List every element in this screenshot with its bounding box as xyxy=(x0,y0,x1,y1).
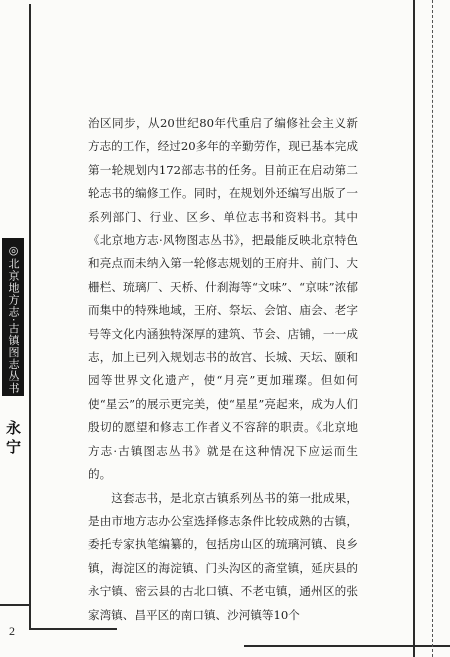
frame-line-left xyxy=(29,4,31,628)
page-number: 2 xyxy=(9,624,15,638)
frame-line-bottom-right xyxy=(244,645,450,647)
paragraph-1: 治区同步，从20世纪80年代重启了编修社会主义新方志的工作，经过20多年的辛勤劳作，现已基本完成第一轮规划内172部志书的任务。目前正在启动第二轮志书的编修工作。同时，在规划外还编写出版了一系列部门、行业、区乡、单位志书和资料书。其中《北京地方志·风物图志丛书》，把最能反映北京特色和亮点而未纳入第一轮修志规划的王府井、前门、大栅栏、琉璃厂、天桥、什刹海等“文味”、“京味”浓郁而集中的特殊地域，王府、祭坛、会馆、庙会、老字号等文化内涵独特深厚的建筑、节会、店铺，一一成志，加上已列入规划志书的故宫、长城、天坛、颐和园等世界文化遗产，使“月亮”更加璀璨。但如何使“星云”的展示更完美，使“星星”亮起来，成为人们殷切的愿望和修志工作者义不容辞的职责。《北京地方志·古镇图志丛书》就是在这种情况下应运而生的。 xyxy=(88,116,358,482)
frame-dash-right xyxy=(432,0,433,657)
frame-line-bottom-short xyxy=(0,604,31,606)
frame-line-right xyxy=(413,0,415,657)
body-text xyxy=(88,112,358,627)
place-name-label: 永宁 xyxy=(4,420,22,458)
frame-line-bottom-left xyxy=(29,628,117,630)
paragraph-2: 这套志书，是北京古镇系列丛书的第一批成果，是由市地方志办公室选择修志条件比较成熟的古镇，委托专家执笔编纂的，包括房山区的琉璃河镇、良乡镇，海淀区的海淀镇、门头沟区的斋堂镇，延庆县的永宁镇、密云县的古北口镇、不老屯镇，通州区的张家湾镇、昌平区的南口镇、沙河镇等10个 xyxy=(88,490,358,622)
series-title: ◎北京地方志·古镇图志丛书 xyxy=(7,244,20,395)
